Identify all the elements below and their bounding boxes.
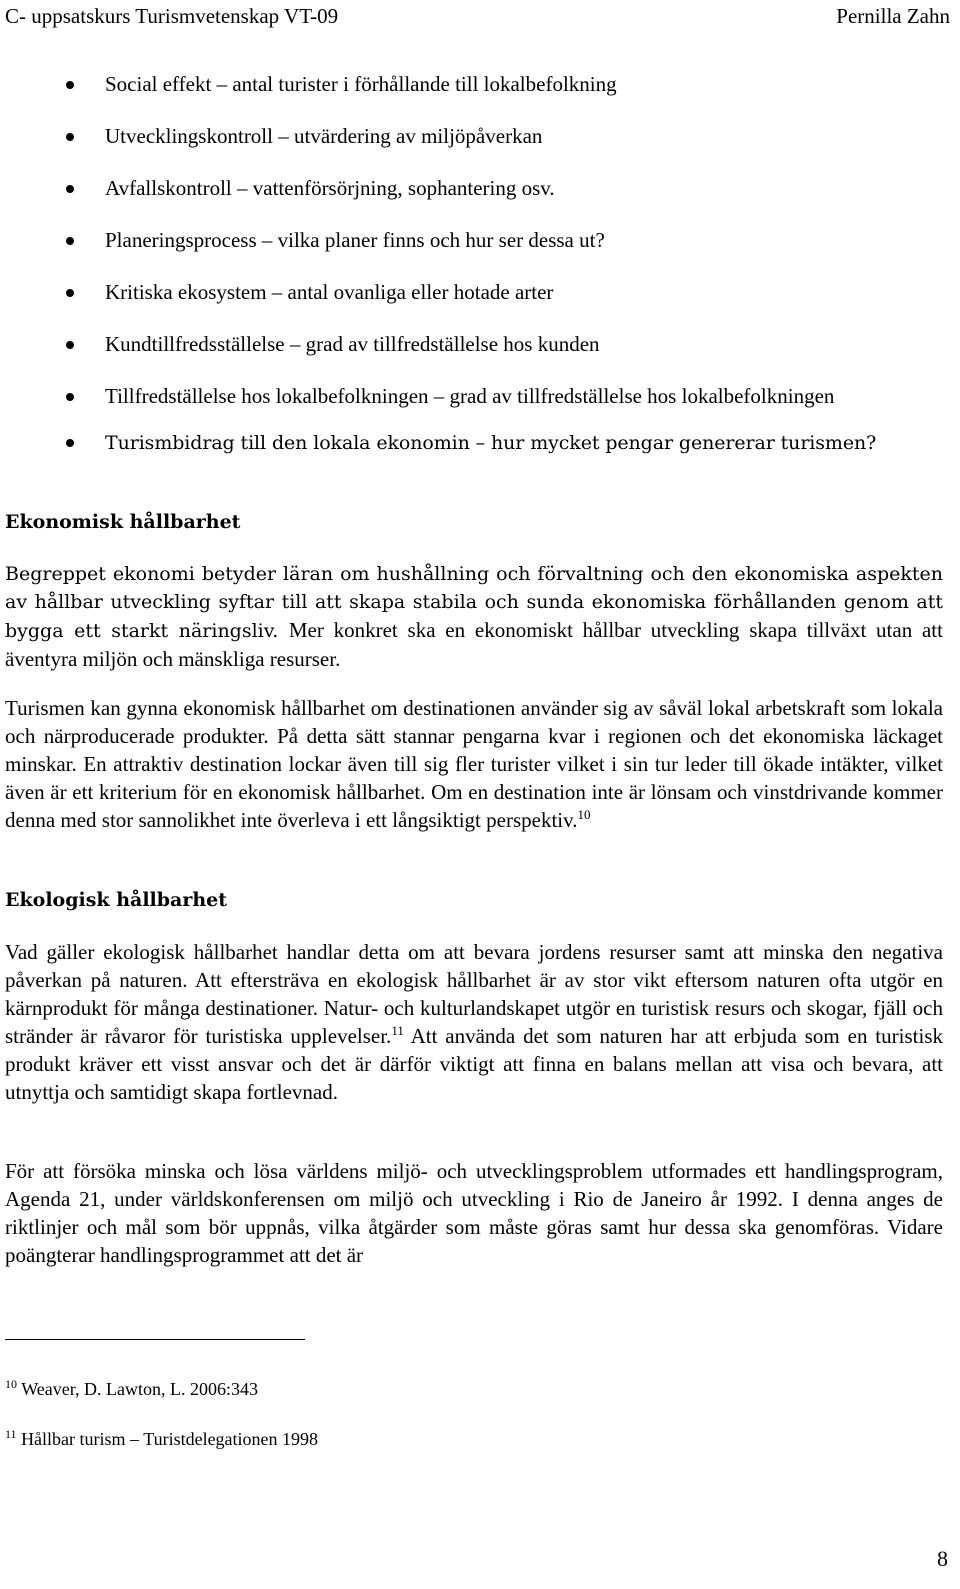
bullet-icon <box>66 341 74 349</box>
footnote-number: 11 <box>5 1427 17 1441</box>
list-item: Kundtillfredsställelse – grad av tillfredställelse hos kunden <box>0 330 960 358</box>
paragraph-ecological-2: För att försöka minska och lösa världens miljö- och utvecklingsproblem utformades ett handlingsprogram, Agenda 21, under världskonferensen om miljö och utveckling i Rio de Janeiro år 1992. I denna anges de riktlinjer och mål som bör uppnås, vilka åtgärder som måste göras samt hur dessa ska genomföras. Vidare poängterar handlingsprogrammet att det är <box>5 1159 944 1267</box>
page-number: 8 <box>937 1546 948 1571</box>
bullet-icon <box>66 133 74 141</box>
bullet-icon <box>66 81 74 89</box>
footnote-11 <box>5 1427 318 1451</box>
section-heading-economic: Ekonomisk hållbarhet <box>5 511 241 533</box>
footnote-ref-11[interactable]: 11 <box>391 1023 404 1038</box>
page-header <box>5 2 950 32</box>
bullet-icon <box>66 289 74 297</box>
list-item: Social effekt – antal turister i förhållande till lokalbefolkning <box>0 70 960 98</box>
list-item: Turismbidrag till den lokala ekonomin – hur mycket pengar genererar turismen? <box>0 428 960 457</box>
bullet-icon <box>66 237 74 245</box>
paragraph-economic-2: Turismen kan gynna ekonomisk hållbarhet om destinationen använder sig av såväl lokal arbetskraft som lokala och närproducerade produkter. På detta sätt stannar pengarna kvar i regionen och det ekonomiska läckaget minskar. En attraktiv destination lockar även till sig fler turister vilket i sin tur leder till ökade intäkter, vilket även är ett kriterium för en ekonomisk hållbarhet. Om en destination inte är lönsam och vinstdrivande kommer denna med stor sannolikhet inte överleva i ett långsiktigt perspektiv.$^{10}$ <box>5 696 943 832</box>
list-item: Utvecklingskontroll – utvärdering av miljöpåverkan <box>0 122 960 150</box>
list-item: Tillfredställelse hos lokalbefolkningen – grad av tillfredställelse hos lokalbefolkningen <box>0 382 960 410</box>
footnote-ref-10[interactable]: 10 <box>577 807 591 822</box>
paragraph-economic-1: Begreppet ekonomi betyder läran om hushållning och förvaltning och den ekonomiska aspekten av hållbar utveckling syftar till att skapa stabila och sunda ekonomiska förhållanden genom att bygga ett starkt näringsliv. Mer konkret ska en ekonomiskt hållbar utveckling skapa tillväxt utan att äventyra miljön och mänskliga resurser. <box>5 563 943 671</box>
indicator-list <box>0 70 960 457</box>
header-author: Pernilla Zahn <box>836 4 950 28</box>
footnote-number: 10 <box>5 1377 17 1391</box>
footnote-text: Weaver, D. Lawton, L. 2006:343 <box>21 1379 258 1399</box>
list-item: Planeringsprocess – vilka planer finns och hur ser dessa ut? <box>0 226 960 254</box>
list-item: Kritiska ekosystem – antal ovanliga eller hotade arter <box>0 278 960 306</box>
paragraph-ecological-1: Vad gäller ekologisk hållbarhet handlar detta om att bevara jordens resurser samt att minska den negativa påverkan på naturen. Att eftersträva en ekologisk hållbarhet är av stor vikt eftersom naturen ofta utgör en kärnprodukt för många destinationer. Natur- och kulturlandskapet utgör en turistisk resurs och skogar, fjäll och stränder är råvaror för turistiska upplevelser.$^{11}$ Att använda det som naturen har att erbjuda som en turistisk produkt kräver ett visst ansvar och det är därför viktigt att finna en balans mellan att visa och bevara, att utnyttja och samtidigt skapa fortlevnad. <box>5 940 944 1104</box>
footnote-10 <box>5 1377 258 1401</box>
bullet-icon <box>66 439 74 447</box>
header-course-title: C- uppsatskurs Turismvetenskap VT-09 <box>5 4 339 28</box>
footnote-divider <box>5 1339 305 1340</box>
section-heading-ecological: Ekologisk hållbarhet <box>5 889 228 911</box>
bullet-icon <box>66 185 74 193</box>
footnote-text: Hållbar turism – Turistdelegationen 1998 <box>21 1429 319 1449</box>
bullet-icon <box>66 393 74 401</box>
list-item: Avfallskontroll – vattenförsörjning, sophantering osv. <box>0 174 960 202</box>
